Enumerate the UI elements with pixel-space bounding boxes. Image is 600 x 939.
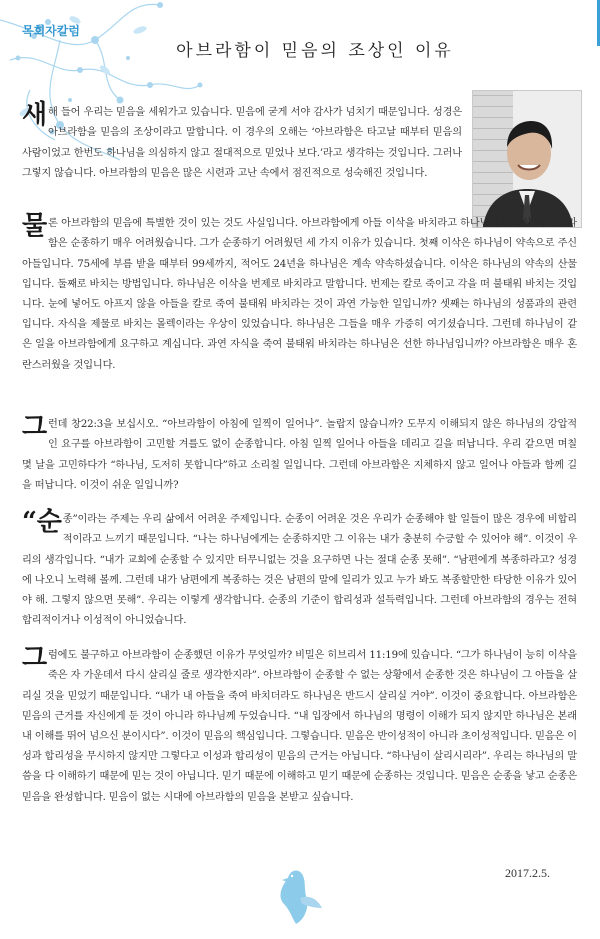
dropcap: 물	[22, 211, 47, 242]
dropcap: 새	[22, 100, 47, 131]
column-label: 목회자칼럼	[22, 24, 80, 38]
dropcap: 그	[22, 643, 47, 674]
paragraph-2	[22, 211, 577, 376]
publication-date: 2017.2.5.	[505, 866, 550, 880]
paragraph-text: 럼에도 불구하고 아브라함이 순종했던 이유가 무엇일까? 비밀은 히브리서 11:19에 있습니다. “그가 하나님이 능히 이삭을 죽은 자 가운데서 다시 살리실 줄로 생각한지라”. 아브라함이 순종할 수 없는 상황에서 순종한 것은 하나님이 그 아들을 살리실 것을 믿었기 때문입니다. “내가 내 아들을 죽여 바치더라도 하나님은 반드시 살리실 거야”. 이것이 중요합니다. 아브라함은 믿음의 근거를 자신에게 둔 것이 아니라 하나님께 두었습니다. “내 입장에서 하나님의 명령이 이해가 되지 않지만 하나님은 본래 내 이해를 뛰어 넘으신 분이시다”. 이것이 믿음의 핵심입니다. 그렇습니다. 믿음은 반이성적이 아니라 초이성적입니다. 믿음은 이성과 합리성을 무시하지 않지만 그렇다고 이성과 합리성이 믿음의 근거는 아닙니다. “하나님이 살리시리라”. 우리는 하나님의 말씀을 다 이해하기 때문에 믿는 것이 아닙니다. 믿기 때문에 이해하고 믿기 때문에 순종하는 것입니다. 믿음은 순종을 낳고 순종은 믿음을 완성합니다. 믿음이 없는 시대에 아브라함의 믿음을 본받고 싶습니다.	[22, 650, 577, 803]
paragraph-text: 론 아브라함의 믿음에 특별한 것이 있는 것도 사실입니다. 아브라함에게 아들 이삭을 바치라고 하나님이 명하실 때 아브라함은 순종하기 매우 어려웠습니다. 그가 순종하기 어려웠던 세 가지 이유가 있습니다. 첫째 이삭은 하나님이 약속으로 주신 아들입니다. 75세에 부름 받을 때부터 99세까지, 적어도 24년을 하나님은 계속 약속하셨습니다. 이삭은 하나님의 약속의 산물입니다. 둘째로 바치는 방법입니다. 하나님은 이삭을 번제로 바치라고 말합니다. 번제는 칼로 죽이고 각을 떠 불태워 바치는 것입니다. 눈에 넣어도 아프지 않을 아들을 칼로 죽여 불태워 바치라는 것이 과연 가능한 일입니까? 셋째는 하나님의 성품과의 관련입니다. 자식을 제물로 바치는 몰렉이라는 우상이 있었습니다. 하나님은 그들을 매우 가증히 여기셨습니다. 그런데 하나님이 같은 일을 아브라함에게 요구하고 계십니다. 과연 자식을 죽여 불태워 바치라는 하나님은 선한 하나님입니까? 아브라함은 매우 혼란스러웠을 것입니다.	[22, 218, 577, 371]
dropcap: 그	[22, 412, 47, 443]
bird-icon	[270, 858, 330, 928]
page-title: 아브라함이 믿음의 조상인 이유	[176, 41, 454, 61]
paragraph-1	[22, 100, 462, 184]
paragraph-text: 해 들어 우리는 믿음을 세워가고 있습니다. 믿음에 굳게 서야 감사가 넘치기 때문입니다. 성경은 아브라함을 믿음의 조상이라고 말합니다. 이 경우의 오해는 ‘아브라함은 타고날 때부터 믿음의 사람이었고 한번도 하나님을 의심하지 않고 절대적으로 믿었나 보다.’라고 생각하는 것입니다. 그러나 그렇지 않습니다. 아브라함의 믿음은 많은 시련과 고난 속에서 점진적으로 성숙해진 것입니다.	[22, 107, 462, 179]
paragraph-text: 종”이라는 주제는 우리 삶에서 어려운 주제입니다. 순종이 어려운 것은 우리가 순종해야 할 일들이 많은 경우에 비합리적이라고 느끼기 때문입니다. “나는 하나님에게는 순종하지만 그 이유는 내가 충분히 수긍할 수 있어야 해”. 이것이 우리의 생각입니다. “내가 교회에 순종할 수 있지만 터무니없는 것을 요구하면 나는 절대 순종 못해”. “남편에게 복종하라고? 성경에 나오니 노력해 볼께. 그런데 내가 남편에게 복종하는 것은 남편의 말에 일리가 있고 누가 봐도 복종할만한 타당한 이유가 있어야 해. 그렇지 않으면 못해”. 우리는 이렇게 생각합니다. 순종의 기준이 합리성과 설득력입니다. 그런데 아브라함의 경우는 전혀 합리적이거나 이성적이 아니었습니다.	[22, 514, 577, 627]
paragraph-text: 런데 창22:3을 보십시오. “아브라함이 아침에 일찍이 일어나”. 놀랍지 않습니까? 도무지 이해되지 않은 하나님의 강압적인 요구를 아브라함이 고민할 겨를도 없이 순종합니다. 아침 일찍 일어나 아들을 데리고 길을 떠납니다. 우리 같으면 며칠 몇 날을 고민하다가 “하나님, 도저히 못합니다”하고 소리칠 일입니다. 그런데 아브라함은 지체하지 않고 일어나 아들과 함께 길을 떠납니다. 이것이 쉬운 일입니까?	[22, 419, 577, 491]
paragraph-3	[22, 412, 577, 496]
dropcap: “순	[22, 507, 62, 538]
paragraph-5	[22, 643, 577, 808]
author-photo	[472, 90, 582, 228]
paragraph-4	[22, 507, 577, 631]
